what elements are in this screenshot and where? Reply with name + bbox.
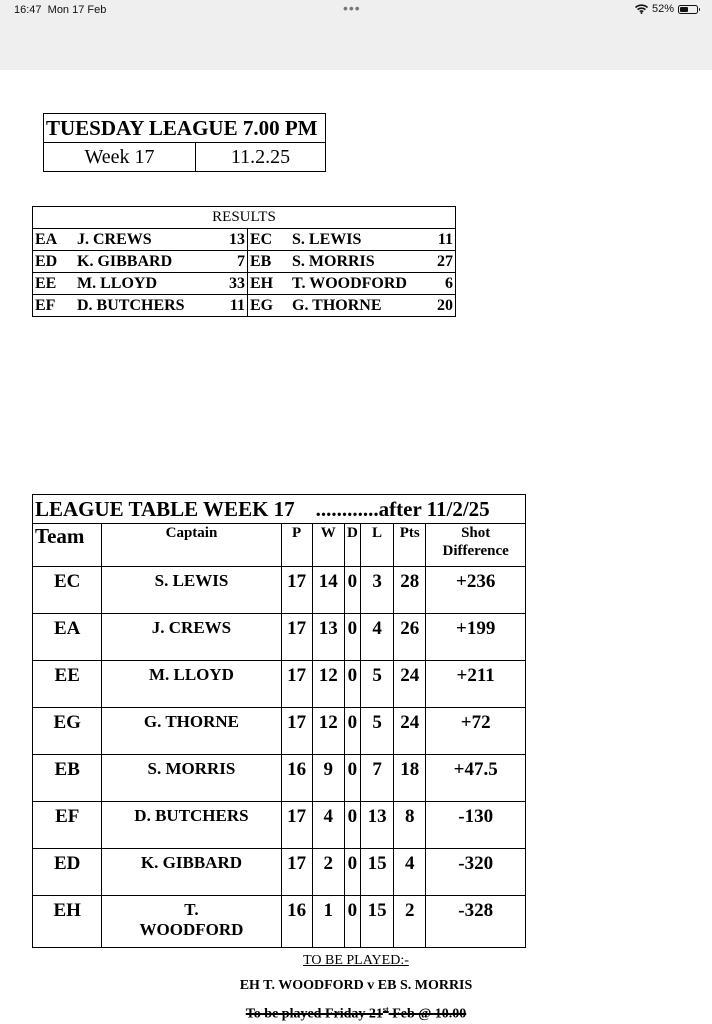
away-score: 20 <box>420 295 456 317</box>
lost: 4 <box>360 614 393 661</box>
played: 17 <box>281 708 312 755</box>
drawn: 0 <box>344 755 360 802</box>
points: 8 <box>394 802 426 849</box>
home-code: ED <box>33 251 78 273</box>
points: 24 <box>394 708 426 755</box>
played: 16 <box>281 896 312 948</box>
results-table <box>32 206 456 317</box>
won: 13 <box>312 614 344 661</box>
away-score: 27 <box>420 251 456 273</box>
league-title: TUESDAY LEAGUE 7.00 PM <box>44 114 326 143</box>
points: 18 <box>394 755 426 802</box>
home-code: EA <box>33 229 78 251</box>
shot-difference: +236 <box>426 567 526 614</box>
lost: 7 <box>360 755 393 802</box>
home-name: M. LLOYD <box>77 273 203 295</box>
team-code: EF <box>33 802 102 849</box>
away-code: EC <box>248 229 293 251</box>
won: 14 <box>312 567 344 614</box>
points: 26 <box>394 614 426 661</box>
captain-name: J. CREWS <box>102 614 281 661</box>
battery-fill <box>680 7 688 12</box>
lost: 3 <box>360 567 393 614</box>
home-name: D. BUTCHERS <box>77 295 203 317</box>
drawn: 0 <box>344 567 360 614</box>
lost: 5 <box>360 661 393 708</box>
drawn: 0 <box>344 708 360 755</box>
points: 24 <box>394 661 426 708</box>
played: 17 <box>281 567 312 614</box>
shot-difference: -328 <box>426 896 526 948</box>
league-table-row <box>33 896 526 948</box>
away-name: S. LEWIS <box>292 229 420 251</box>
won: 1 <box>312 896 344 948</box>
drawn: 0 <box>344 661 360 708</box>
battery-percent: 52% <box>651 3 674 15</box>
wifi-icon <box>635 4 648 14</box>
team-code: EA <box>33 614 102 661</box>
drawn: 0 <box>344 802 360 849</box>
played: 17 <box>281 614 312 661</box>
drawn: 0 <box>344 896 360 948</box>
away-name: S. MORRIS <box>292 251 420 273</box>
league-table-row <box>33 708 526 755</box>
multitasking-dots-icon[interactable]: ••• <box>343 0 361 16</box>
played: 17 <box>281 802 312 849</box>
captain-name: K. GIBBARD <box>102 849 281 896</box>
points: 28 <box>394 567 426 614</box>
home-score: 33 <box>203 273 248 295</box>
struck-fixture-note: To be played Friday 21st Feb @ 10.00 <box>245 1005 467 1022</box>
away-code: EH <box>248 273 293 295</box>
league-table-row <box>33 802 526 849</box>
captain-name: D. BUTCHERS <box>102 802 281 849</box>
captain-name: G. THORNE <box>102 708 281 755</box>
away-code: EB <box>248 251 293 273</box>
league-table-row <box>33 661 526 708</box>
away-name: T. WOODFORD <box>292 273 420 295</box>
league-table-row <box>33 614 526 661</box>
points: 2 <box>394 896 426 948</box>
team-code: ED <box>33 849 102 896</box>
status-time: 16:47 Mon 17 Feb <box>14 4 107 16</box>
battery-icon <box>678 5 698 14</box>
league-table-after: ............after 11/2/25 <box>315 496 490 521</box>
captain-name: S. MORRIS <box>102 755 281 802</box>
results-caption: RESULTS <box>33 207 456 229</box>
captain-name <box>102 896 281 948</box>
drawn: 0 <box>344 849 360 896</box>
home-score: 11 <box>203 295 248 317</box>
shot-difference: +72 <box>426 708 526 755</box>
results-row <box>33 229 456 251</box>
won: 12 <box>312 708 344 755</box>
league-table-row <box>33 567 526 614</box>
won: 9 <box>312 755 344 802</box>
results-row <box>33 251 456 273</box>
team-code: EC <box>33 567 102 614</box>
lost: 5 <box>360 708 393 755</box>
home-score: 13 <box>203 229 248 251</box>
status-bar <box>0 0 712 70</box>
status-right <box>635 3 698 15</box>
played: 16 <box>281 755 312 802</box>
lost: 13 <box>360 802 393 849</box>
week-label: Week 17 <box>44 143 196 172</box>
played: 17 <box>281 661 312 708</box>
home-name: J. CREWS <box>77 229 203 251</box>
home-code: EE <box>33 273 78 295</box>
points: 4 <box>394 849 426 896</box>
header-points: Pts <box>394 524 426 567</box>
away-score: 11 <box>420 229 456 251</box>
header-played: P <box>281 524 312 567</box>
drawn: 0 <box>344 614 360 661</box>
home-score: 7 <box>203 251 248 273</box>
team-code: EH <box>33 896 102 948</box>
captain-name-line: WOODFORD <box>139 920 244 939</box>
header-captain: Captain <box>102 524 281 567</box>
league-table <box>32 494 526 948</box>
team-code: EB <box>33 755 102 802</box>
shot-difference: +211 <box>426 661 526 708</box>
league-table-title: LEAGUE TABLE WEEK 17 ............after 11/2/25 <box>33 495 526 524</box>
league-table-row <box>33 849 526 896</box>
league-table-row <box>33 755 526 802</box>
shot-difference: +199 <box>426 614 526 661</box>
week-date: 11.2.25 <box>196 143 326 172</box>
header-won: W <box>312 524 344 567</box>
lost: 15 <box>360 896 393 948</box>
shot-difference: -130 <box>426 802 526 849</box>
away-name: G. THORNE <box>292 295 420 317</box>
to-be-played-heading: TO BE PLAYED:- <box>303 953 409 968</box>
results-row <box>33 295 456 317</box>
pending-fixture: EH T. WOODFORD v EB S. MORRIS <box>239 978 473 993</box>
team-code: EG <box>33 708 102 755</box>
away-score: 6 <box>420 273 456 295</box>
won: 12 <box>312 661 344 708</box>
header-shot-difference: Shot Difference <box>426 524 526 567</box>
captain-name: S. LEWIS <box>102 567 281 614</box>
header-lost: L <box>360 524 393 567</box>
team-code: EE <box>33 661 102 708</box>
header-team: Team <box>33 524 102 567</box>
captain-name-line: T. <box>184 900 199 919</box>
lost: 15 <box>360 849 393 896</box>
shot-difference: +47.5 <box>426 755 526 802</box>
league-header-table <box>43 113 326 172</box>
played: 17 <box>281 849 312 896</box>
shot-difference: -320 <box>426 849 526 896</box>
away-code: EG <box>248 295 293 317</box>
home-code: EF <box>33 295 78 317</box>
results-row <box>33 273 456 295</box>
won: 2 <box>312 849 344 896</box>
league-table-header-row <box>33 524 526 567</box>
captain-name: M. LLOYD <box>102 661 281 708</box>
header-drawn: D <box>344 524 360 567</box>
home-name: K. GIBBARD <box>77 251 203 273</box>
won: 4 <box>312 802 344 849</box>
